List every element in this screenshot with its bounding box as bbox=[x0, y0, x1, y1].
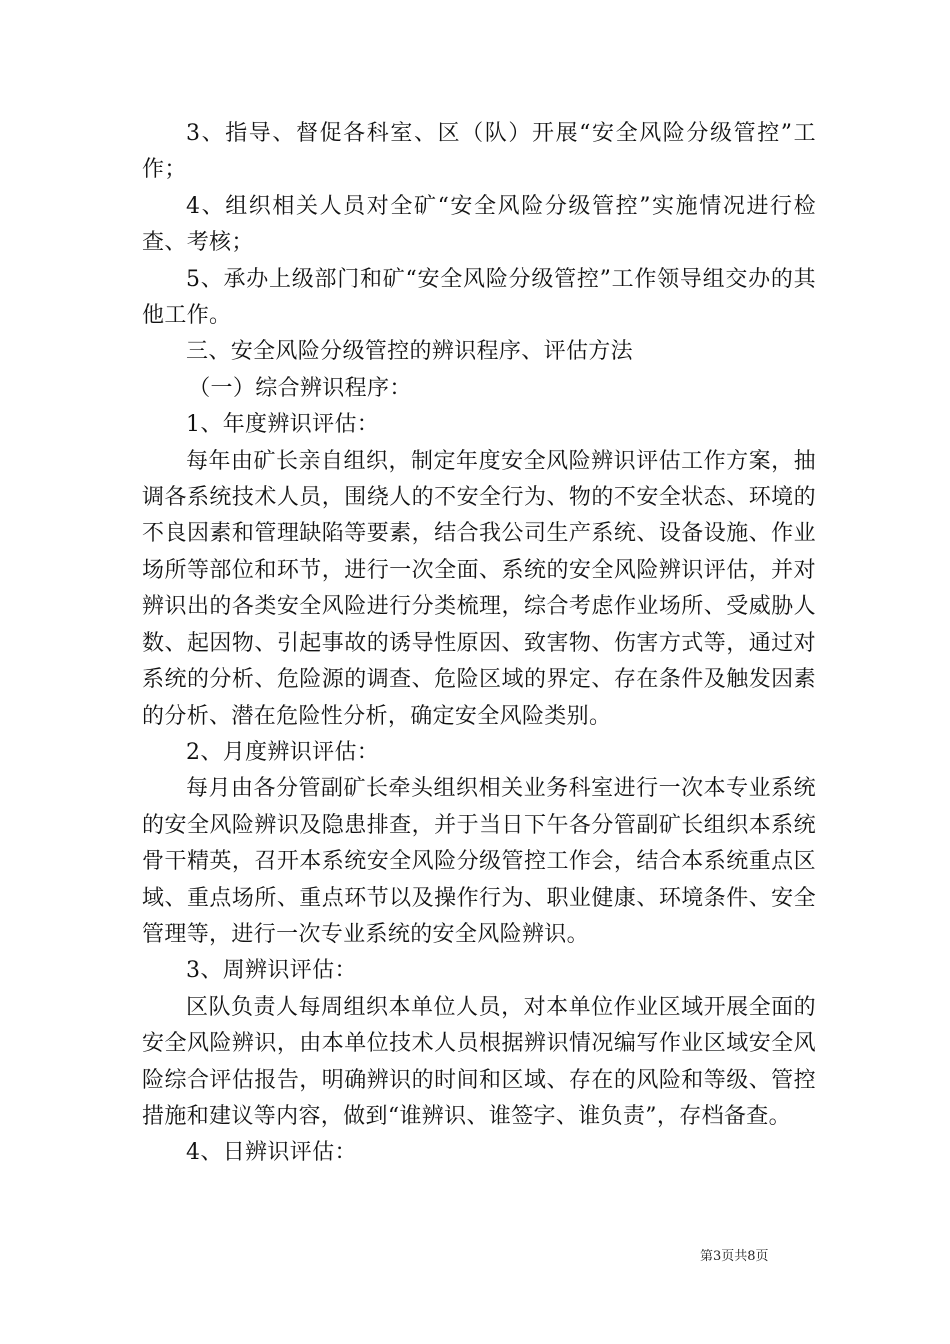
paragraph-duty-5: 5、承办上级部门和矿“安全风险分级管控”工作领导组交办的其他工作。 bbox=[142, 266, 816, 329]
page-footer bbox=[700, 1248, 769, 1266]
paragraph-monthly: 每月由各分管副矿长牵头组织相关业务科室进行一次本专业系统的安全风险辨识及隐患排查，并于当日下午各分管副矿长组织本系统骨干精英，召开本系统安全风险分级管控工作会，结合本系统重点区域、重点场所、重点环节以及操作行为、职业健康、环境条件、安全管理等，进行一次专业系统的安全风险辨识。 bbox=[142, 776, 816, 947]
section-heading-3: 三、安全风险分级管控的辨识程序、评估方法 bbox=[186, 339, 634, 365]
item-heading-weekly: 3、周辨识评估： bbox=[186, 958, 357, 984]
paragraph-weekly: 区队负责人每周组织本单位人员，对本单位作业区域开展全面的安全风险辨识，由本单位技术人员根据辨识情况编写作业区域安全风险综合评估报告，明确辨识的时间和区域、存在的风险和等级、管控措施和建议等内容，做到“谁辨识、谁签字、谁负责”，存档备查。 bbox=[142, 994, 816, 1129]
document-body bbox=[142, 116, 816, 1172]
item-heading-daily: 4、日辨识评估： bbox=[186, 1140, 357, 1166]
paragraph-annual: 每年由矿长亲自组织，制定年度安全风险辨识评估工作方案，抽调各系统技术人员，围绕人的不安全行为、物的不安全状态、环境的不良因素和管理缺陷等要素，结合我公司生产系统、设备设施、作业场所等部位和环节，进行一次全面、系统的安全风险辨识评估，并对辨识出的各类安全风险进行分类梳理，综合考虑作业场所、受威胁人数、起因物、引起事故的诱导性原因、致害物、伤害方式等，通过对系统的分析、危险源的调查、危险区域的界定、存在条件及触发因素的分析、潜在危险性分析，确定安全风险类别。 bbox=[142, 448, 816, 729]
item-heading-monthly: 2、月度辨识评估： bbox=[186, 739, 380, 765]
subsection-heading-1: （一）综合辨识程序： bbox=[188, 375, 412, 401]
item-heading-annual: 1、年度辨识评估： bbox=[186, 412, 380, 438]
paragraph-duty-3: 3、指导、督促各科室、区（队）开展“安全风险分级管控”工作； bbox=[142, 121, 816, 183]
paragraph-duty-4: 4、组织相关人员对全矿“安全风险分级管控”实施情况进行检查、考核； bbox=[142, 193, 816, 256]
page-number-label: 第3页共8页 bbox=[700, 1249, 769, 1264]
